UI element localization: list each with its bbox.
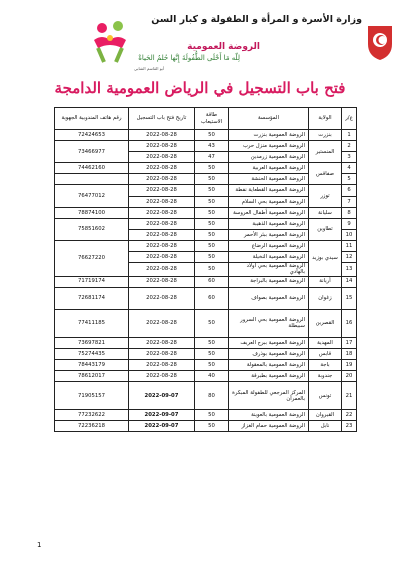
- row-institution: الروضة العمومية بحي أولاد بالهادي: [229, 263, 309, 276]
- row-state: تطاوين: [309, 218, 342, 240]
- row-institution: الروضة العمومية بنزرت: [229, 130, 309, 141]
- row-institution: الروضة العمومية بالعوينة: [229, 410, 309, 421]
- table-row: [55, 360, 357, 371]
- row-state: جندوبة: [309, 371, 342, 382]
- row-capacity: 50: [195, 309, 229, 337]
- slogan: لِلّه مَا أَحْلَى الطُّفُولَةَ إِنَّها حُلمُ الحَياةْ: [138, 54, 240, 62]
- header-date: تاريخ فتح باب التسجيل: [129, 108, 195, 130]
- table-row: [55, 382, 357, 410]
- row-num: 12: [342, 252, 357, 263]
- row-phone: 74462160: [55, 163, 129, 174]
- row-num: 19: [342, 360, 357, 371]
- page-title: فتح باب التسجيل في الرياض العمومية الدامجة: [54, 79, 346, 97]
- row-capacity: 43: [195, 141, 229, 152]
- row-institution: الروضة العمومية القطعاية نفطة: [229, 185, 309, 196]
- row-num: 10: [342, 229, 357, 240]
- row-state: أريانة: [309, 276, 342, 287]
- table-row: [55, 276, 357, 287]
- table-row: [55, 337, 357, 348]
- row-phone: 77411185: [55, 309, 129, 337]
- row-capacity: 50: [195, 421, 229, 432]
- row-date: 2022-08-28: [129, 360, 195, 371]
- row-num: 16: [342, 309, 357, 337]
- row-state: القصرين: [309, 309, 342, 337]
- row-state: المهدية: [309, 337, 342, 348]
- row-date: 2022-08-28: [129, 276, 195, 287]
- table-row: [55, 163, 357, 174]
- row-state: نابل: [309, 421, 342, 432]
- row-state: زغوان: [309, 287, 342, 309]
- row-institution: الروضة العمومية بوذرف: [229, 349, 309, 360]
- row-institution: الروضة العمومية زرمدين: [229, 152, 309, 163]
- row-num: 22: [342, 410, 357, 421]
- garden-name: الروضة العمومية: [187, 42, 260, 52]
- row-state: القيروان: [309, 410, 342, 421]
- table-row: [55, 185, 357, 196]
- table-row: [55, 287, 357, 309]
- row-num: 7: [342, 196, 357, 207]
- row-capacity: 50: [195, 130, 229, 141]
- row-phone: 72681174: [55, 287, 129, 309]
- row-date: 2022-08-28: [129, 152, 195, 163]
- row-date: 2022-08-28: [129, 349, 195, 360]
- row-num: 15: [342, 287, 357, 309]
- row-date: 2022-08-28: [129, 174, 195, 185]
- row-capacity: 47: [195, 152, 229, 163]
- row-phone: 75851602: [55, 218, 129, 240]
- row-phone: 72236218: [55, 421, 129, 432]
- row-num: 14: [342, 276, 357, 287]
- row-institution: الروضة العمومية بحي السلام: [229, 196, 309, 207]
- registration-table: [54, 107, 357, 432]
- row-date: 2022-08-28: [129, 141, 195, 152]
- row-num: 1: [342, 130, 357, 141]
- header-phone: رقم هاتف المندوبية الجهوية: [55, 108, 129, 130]
- row-institution: الروضة العمومية العربية: [229, 163, 309, 174]
- row-date: 2022-08-28: [129, 229, 195, 240]
- row-date: 2022-08-28: [129, 185, 195, 196]
- row-state: صفاقس: [309, 163, 342, 185]
- row-num: 4: [342, 163, 357, 174]
- table-row: [55, 207, 357, 218]
- header-num: ع/ر: [342, 108, 357, 130]
- row-capacity: 50: [195, 240, 229, 251]
- row-capacity: 50: [195, 218, 229, 229]
- table-row: [55, 309, 357, 337]
- table-row: [55, 240, 357, 251]
- row-institution: الروضة العمومية ببئر الأحمر: [229, 229, 309, 240]
- row-date: 2022-08-28: [129, 196, 195, 207]
- table-row: [55, 421, 357, 432]
- table-header-row: [55, 108, 357, 130]
- tunisia-flag-icon: [364, 22, 396, 62]
- row-phone: 73697821: [55, 337, 129, 348]
- row-date: 2022-08-28: [129, 218, 195, 229]
- row-state: سليانة: [309, 207, 342, 218]
- row-num: 2: [342, 141, 357, 152]
- row-capacity: 60: [195, 287, 229, 309]
- row-institution: المركز المرجعي للطفولة المبكرة بالعمران: [229, 382, 309, 410]
- row-state: بنزرت: [309, 130, 342, 141]
- header-state: الولاية: [309, 108, 342, 130]
- table-row: [55, 349, 357, 360]
- row-state: سيدي بوزيد: [309, 240, 342, 276]
- row-phone: 78612017: [55, 371, 129, 382]
- row-phone: [55, 174, 129, 185]
- row-institution: الروضة العمومية الذهيبة: [229, 218, 309, 229]
- slogan-author: أبو القاسم الشابي: [134, 66, 164, 71]
- row-date: 2022-08-28: [129, 207, 195, 218]
- header-capacity: طاقة الاستيعاب: [195, 108, 229, 130]
- row-capacity: 50: [195, 207, 229, 218]
- row-date: 2022-08-28: [129, 371, 195, 382]
- row-num: 11: [342, 240, 357, 251]
- table-row: [55, 130, 357, 141]
- row-capacity: 60: [195, 276, 229, 287]
- row-num: 13: [342, 263, 357, 276]
- page-header: [0, 0, 400, 80]
- row-institution: الروضة العمومية حمام الغزاز: [229, 421, 309, 432]
- row-num: 18: [342, 349, 357, 360]
- row-state: المنستير: [309, 141, 342, 163]
- row-num: 9: [342, 218, 357, 229]
- table-row: [55, 141, 357, 152]
- row-capacity: 50: [195, 252, 229, 263]
- row-capacity: 50: [195, 337, 229, 348]
- row-capacity: 50: [195, 360, 229, 371]
- row-capacity: 50: [195, 174, 229, 185]
- row-phone: 77232622: [55, 410, 129, 421]
- row-phone: 71905157: [55, 382, 129, 410]
- row-capacity: 50: [195, 229, 229, 240]
- row-date: 2022-08-28: [129, 252, 195, 263]
- row-date: 2022-09-07: [129, 410, 195, 421]
- row-institution: الروضة العمومية بحي السرور سبيطلة: [229, 309, 309, 337]
- row-capacity: 50: [195, 185, 229, 196]
- row-state: تونس: [309, 382, 342, 410]
- row-phone: 76477012: [55, 185, 129, 207]
- row-date: 2022-08-28: [129, 240, 195, 251]
- row-institution: الروضة العمومية الرضاع: [229, 240, 309, 251]
- row-date: 2022-09-07: [129, 421, 195, 432]
- row-date: 2022-08-28: [129, 337, 195, 348]
- children-logo-icon: [88, 18, 132, 66]
- row-state: توزر: [309, 185, 342, 207]
- row-num: 8: [342, 207, 357, 218]
- row-capacity: 50: [195, 163, 229, 174]
- row-phone: 78443179: [55, 360, 129, 371]
- row-num: 3: [342, 152, 357, 163]
- row-date: 2022-08-28: [129, 287, 195, 309]
- row-capacity: 80: [195, 382, 229, 410]
- row-phone: 71719174: [55, 276, 129, 287]
- row-num: 5: [342, 174, 357, 185]
- row-phone: 76627220: [55, 240, 129, 276]
- row-phone: 72424653: [55, 130, 129, 141]
- row-institution: الروضة العمومية النخيلة: [229, 252, 309, 263]
- row-institution: الروضة العمومية منزل حرب: [229, 141, 309, 152]
- table-row: [55, 218, 357, 229]
- row-institution: الروضة العمومية ببرج العريف: [229, 337, 309, 348]
- row-phone: 78874100: [55, 207, 129, 218]
- row-date: 2022-08-28: [129, 263, 195, 276]
- page-number: 1: [37, 541, 42, 549]
- row-num: 21: [342, 382, 357, 410]
- row-capacity: 50: [195, 196, 229, 207]
- row-date: 2022-09-07: [129, 382, 195, 410]
- ministry-name: وزارة الأسرة و المرأة و الطفولة و كبار السن: [151, 14, 362, 25]
- header-institution: المؤسسة: [229, 108, 309, 130]
- row-num: 23: [342, 421, 357, 432]
- row-phone: 73466977: [55, 141, 129, 163]
- row-state: قابس: [309, 349, 342, 360]
- row-capacity: 40: [195, 371, 229, 382]
- row-institution: الروضة العمومية بطبرقة: [229, 371, 309, 382]
- row-institution: الروضة العمومية بالبراجة: [229, 276, 309, 287]
- row-num: 20: [342, 371, 357, 382]
- row-date: 2022-08-28: [129, 309, 195, 337]
- row-institution: الروضة العمومية بالمعقولة: [229, 360, 309, 371]
- table-row: [55, 371, 357, 382]
- row-capacity: 50: [195, 410, 229, 421]
- row-date: 2022-08-28: [129, 130, 195, 141]
- row-institution: الروضة العمومية بصواف: [229, 287, 309, 309]
- row-state: باجة: [309, 360, 342, 371]
- row-num: 17: [342, 337, 357, 348]
- row-date: 2022-08-28: [129, 163, 195, 174]
- row-institution: الروضة العمومية الحنشة: [229, 174, 309, 185]
- row-capacity: 50: [195, 349, 229, 360]
- row-phone: 75274435: [55, 349, 129, 360]
- row-num: 6: [342, 185, 357, 196]
- row-capacity: 50: [195, 263, 229, 276]
- table-row: [55, 410, 357, 421]
- row-institution: الروضة العمومية أطفال العروسة: [229, 207, 309, 218]
